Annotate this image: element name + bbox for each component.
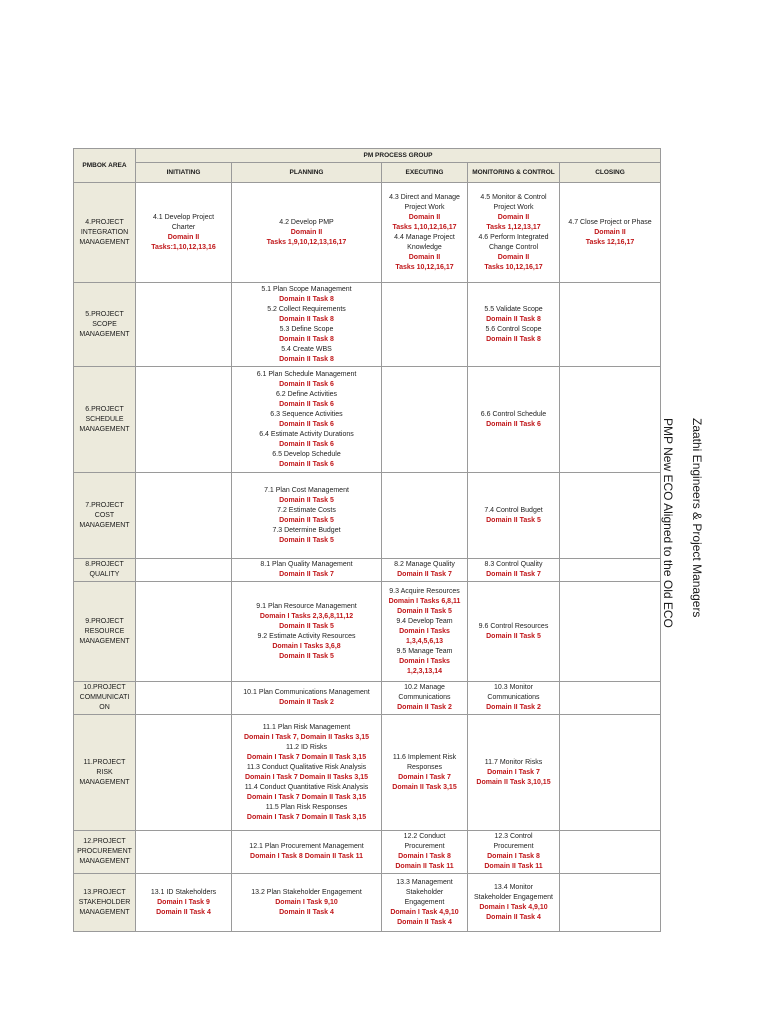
process-name-text: 11.7 Monitor Risks <box>484 758 543 766</box>
domain-task-text: Domain II Task 4 <box>397 918 452 926</box>
domain-task-text: 1,3,4,5,6,13 <box>406 637 443 645</box>
process-name-text: 5.3 Define Scope <box>279 325 334 333</box>
process-name-text: 12.1 Plan Procurement Management <box>249 843 364 850</box>
process-name-text: 4.2 Develop PMP <box>279 218 334 226</box>
process-name-text: 9.4 Develop Team <box>396 617 453 625</box>
domain-task-text: Domain II Task 6 <box>279 380 334 388</box>
pmbok-area-cell: 4.PROJECT INTEGRATION MANAGEMENT <box>74 183 136 283</box>
process-name-text: 5.6 Control Scope <box>485 325 542 333</box>
process-name-text: 13.3 Management <box>396 878 453 886</box>
column-header-monitoring-control: MONITORING & CONTROL <box>468 163 560 183</box>
process-cell-planning <box>232 582 382 682</box>
process-name-text: Project Work <box>493 203 534 211</box>
process-cell-monitoring-control <box>468 283 560 367</box>
domain-task-text: Domain II Task 4 <box>486 913 541 921</box>
column-header-executing: EXECUTING <box>382 163 468 183</box>
domain-task-text: Domain II Task 5 <box>279 652 334 660</box>
domain-task-text: Domain II <box>497 253 530 261</box>
pmbok-area-header: PMBOK AREA <box>74 149 136 183</box>
process-cell-monitoring-control <box>468 582 560 682</box>
process-name-text: 10.3 Monitor <box>494 684 533 691</box>
process-name-text: 4.3 Direct and Manage <box>389 193 460 201</box>
domain-task-text: Tasks 1,12,13,17 <box>486 223 541 231</box>
side-subtitle: PMP New ECO Aligned to the Old ECO <box>661 418 675 628</box>
table-row <box>74 682 661 715</box>
domain-task-text: Domain II Task 5 <box>279 622 334 630</box>
domain-task-text: Domain II Task 5 <box>486 516 541 524</box>
domain-task-text: Domain I Task 7, Domain II Tasks 3,15 <box>243 733 369 741</box>
domain-task-text: Tasks 10,12,16,17 <box>484 263 543 271</box>
process-group-header: PM PROCESS GROUP <box>136 149 661 163</box>
process-cell-closing <box>560 582 661 682</box>
pmbok-area-cell: 8.PROJECT QUALITY <box>74 559 136 582</box>
domain-task-text: Domain II Task 8 <box>279 295 334 303</box>
domain-task-text: Domain II Task 8 <box>486 315 541 323</box>
column-header-closing: CLOSING <box>560 163 661 183</box>
process-name-text: 9.6 Control Resources <box>478 622 549 630</box>
process-cell-initiating <box>136 559 232 582</box>
process-cell-executing <box>382 831 468 874</box>
pmbok-process-table <box>73 148 661 932</box>
process-name-text: 12.3 Control <box>494 833 533 840</box>
process-name-text: Knowledge <box>407 243 442 251</box>
domain-task-text: Domain I Tasks <box>399 657 450 665</box>
process-name-text: Stakeholder <box>405 888 444 896</box>
table-row <box>74 559 661 582</box>
process-name-text: 9.5 Manage Team <box>396 647 453 655</box>
process-cell-executing <box>382 874 468 932</box>
process-name-text: 5.4 Create WBS <box>281 345 332 353</box>
domain-task-text: Domain II Task 11 <box>484 863 543 870</box>
process-cell-initiating <box>136 367 232 473</box>
process-name-text: Procurement <box>493 843 534 850</box>
process-name-text: Project Work <box>404 203 445 211</box>
domain-task-text: Domain II Task 5 <box>279 496 334 504</box>
table-row <box>74 283 661 367</box>
table-row <box>74 874 661 932</box>
process-cell-closing <box>560 283 661 367</box>
process-cell-initiating <box>136 715 232 831</box>
domain-task-text: Domain I Task 7 Domain II Tasks 3,15 <box>244 773 369 781</box>
process-name-text: 5.5 Validate Scope <box>484 305 543 313</box>
domain-task-text: Domain I Task 7 <box>398 773 451 781</box>
side-title: Zaathi Engineers & Project Managers <box>690 418 704 618</box>
process-cell-monitoring-control <box>468 831 560 874</box>
domain-task-text: Domain II Task 5 <box>397 607 452 615</box>
domain-task-text: Domain II <box>408 253 441 261</box>
domain-task-text: Domain I Task 8 Domain II Task 11 <box>250 853 363 860</box>
process-cell-initiating <box>136 582 232 682</box>
table-row <box>74 715 661 831</box>
table-row <box>74 831 661 874</box>
process-cell-closing <box>560 473 661 559</box>
process-name-text: 7.4 Control Budget <box>484 506 543 514</box>
process-name-text: 10.2 Manage <box>404 684 445 691</box>
process-cell-initiating <box>136 831 232 874</box>
process-cell-initiating <box>136 473 232 559</box>
process-name-text: 4.7 Close Project or Phase <box>568 218 652 226</box>
domain-task-text: Tasks:1,10,12,13,16 <box>151 243 216 251</box>
domain-task-text: Domain II Task 7 <box>397 571 452 578</box>
process-name-text: Engagement <box>404 898 445 906</box>
process-cell-planning <box>232 183 382 283</box>
process-cell-monitoring-control <box>468 183 560 283</box>
domain-task-text: 1,2,3,13,14 <box>406 667 443 675</box>
domain-task-text: Tasks 12,16,17 <box>585 238 635 246</box>
domain-task-text: Domain II Task 3,10,15 <box>476 778 551 786</box>
domain-task-text: Domain I Task 7 Domain II Task 3,15 <box>246 793 367 801</box>
domain-task-text: Domain II Task 6 <box>279 460 334 468</box>
process-name-text: 9.1 Plan Resource Management <box>256 602 357 610</box>
process-name-text: 7.3 Determine Budget <box>272 526 341 534</box>
pmbok-area-cell: 13.PROJECT STAKEHOLDER MANAGEMENT <box>74 874 136 932</box>
pmbok-area-cell: 11.PROJECT RISK MANAGEMENT <box>74 715 136 831</box>
domain-task-text: Domain II <box>497 213 530 221</box>
process-cell-planning <box>232 473 382 559</box>
process-cell-monitoring-control <box>468 559 560 582</box>
process-cell-executing <box>382 367 468 473</box>
domain-task-text: Tasks 1,10,12,16,17 <box>392 223 457 231</box>
process-cell-monitoring-control <box>468 682 560 715</box>
process-name-text: 8.3 Control Quality <box>484 561 543 568</box>
domain-task-text: Domain I Tasks 6,8,11 <box>388 597 461 605</box>
process-cell-closing <box>560 183 661 283</box>
column-header-initiating: INITIATING <box>136 163 232 183</box>
process-cell-monitoring-control <box>468 874 560 932</box>
domain-task-text: Domain I Tasks 3,6,8 <box>272 642 341 650</box>
process-cell-initiating <box>136 682 232 715</box>
domain-task-text: Domain II Task 8 <box>279 335 334 343</box>
pmbok-area-cell: 9.PROJECT RESOURCE MANAGEMENT <box>74 582 136 682</box>
process-name-text: 11.6 Implement Risk <box>392 753 457 761</box>
process-name-text: 4.5 Monitor & Control <box>480 193 547 201</box>
domain-task-text: Domain II Task 8 <box>486 335 541 343</box>
process-name-text: 4.4 Manage Project <box>394 233 455 241</box>
process-cell-monitoring-control <box>468 367 560 473</box>
domain-task-text: Domain I Task 9 <box>157 898 210 906</box>
process-cell-initiating <box>136 183 232 283</box>
domain-task-text: Domain II Task 2 <box>486 704 541 711</box>
domain-task-text: Domain II Task 8 <box>279 355 334 363</box>
domain-task-text: Domain II Task 4 <box>156 908 211 916</box>
domain-task-text: Domain II <box>594 228 626 236</box>
process-cell-executing <box>382 715 468 831</box>
domain-task-text: Domain II Task 6 <box>279 440 334 448</box>
domain-task-text: Domain I Task 4,9,10 <box>479 903 548 911</box>
process-name-text: 7.1 Plan Cost Management <box>264 486 349 494</box>
process-name-text: 13.4 Monitor <box>494 883 533 891</box>
process-cell-closing <box>560 367 661 473</box>
process-name-text: 8.1 Plan Quality Management <box>260 561 353 568</box>
table-row <box>74 367 661 473</box>
process-name-text: Stakeholder Engagement <box>474 893 553 901</box>
process-name-text: 9.3 Acquire Resources <box>389 587 460 595</box>
process-cell-closing <box>560 715 661 831</box>
table-row <box>74 183 661 283</box>
domain-task-text: Domain II Task 6 <box>279 420 334 428</box>
process-name-text: 6.1 Plan Schedule Management <box>256 370 357 378</box>
process-name-text: 4.1 Develop Project <box>152 213 215 221</box>
process-cell-initiating <box>136 283 232 367</box>
domain-task-text: Domain I Task 8 <box>398 853 451 860</box>
table-row <box>74 582 661 682</box>
domain-task-text: Domain II Task 6 <box>279 400 334 408</box>
process-name-text: 11.4 Conduct Quantitative Risk Analysis <box>244 783 369 791</box>
table-row <box>74 473 661 559</box>
domain-task-text: Tasks 10,12,16,17 <box>395 263 454 271</box>
process-cell-closing <box>560 682 661 715</box>
domain-task-text: Domain II Task 2 <box>279 699 334 706</box>
process-name-text: 5.1 Plan Scope Management <box>261 285 352 293</box>
process-cell-executing <box>382 473 468 559</box>
process-name-text: 5.2 Collect Requirements <box>267 305 346 313</box>
process-cell-planning <box>232 682 382 715</box>
process-cell-planning <box>232 715 382 831</box>
pmbok-area-cell: 7.PROJECT COST MANAGEMENT <box>74 473 136 559</box>
process-cell-executing <box>382 682 468 715</box>
column-header-planning: PLANNING <box>232 163 382 183</box>
process-cell-executing <box>382 283 468 367</box>
process-cell-planning <box>232 283 382 367</box>
process-cell-executing <box>382 183 468 283</box>
process-name-text: 6.2 Define Activities <box>275 390 338 398</box>
domain-task-text: Domain II Task 7 <box>279 571 334 578</box>
process-name-text: Communications <box>398 694 451 701</box>
domain-task-text: Domain II Task 5 <box>279 536 334 544</box>
domain-task-text: Domain II Task 3,15 <box>392 783 457 791</box>
domain-task-text: Domain II Task 4 <box>279 908 334 916</box>
domain-task-text: Domain II Task 8 <box>279 315 334 323</box>
process-cell-planning <box>232 559 382 582</box>
process-name-text: Change Control <box>488 243 539 251</box>
process-name-text: 12.2 Conduct <box>403 833 446 840</box>
domain-task-text: Domain II Task 5 <box>486 632 541 640</box>
process-name-text: 6.5 Develop Schedule <box>272 450 341 458</box>
process-name-text: 6.4 Estimate Activity Durations <box>259 430 354 438</box>
domain-task-text: Domain I Tasks 2,3,6,8,11,12 <box>259 612 354 620</box>
process-name-text: 11.3 Conduct Qualitative Risk Analysis <box>246 763 367 771</box>
process-name-text: 6.6 Control Schedule <box>480 410 547 418</box>
process-cell-planning <box>232 831 382 874</box>
process-name-text: 9.2 Estimate Activity Resources <box>257 632 356 640</box>
process-cell-monitoring-control <box>468 715 560 831</box>
process-name-text: 10.1 Plan Communications Management <box>243 689 370 696</box>
domain-task-text: Domain II <box>290 228 323 236</box>
process-cell-executing <box>382 559 468 582</box>
process-cell-closing <box>560 874 661 932</box>
pmbok-area-cell: 12.PROJECT PROCUREMENT MANAGEMENT <box>74 831 136 874</box>
domain-task-text: Domain I Task 7 <box>487 768 540 776</box>
process-name-text: Charter <box>171 223 196 231</box>
process-name-text: 7.2 Estimate Costs <box>277 506 336 514</box>
process-name-text: Responses <box>406 763 443 771</box>
pmbok-area-cell: 6.PROJECT SCHEDULE MANAGEMENT <box>74 367 136 473</box>
domain-task-text: Tasks 1,9,10,12,13,16,17 <box>266 238 347 246</box>
pmbok-area-cell: 5.PROJECT SCOPE MANAGEMENT <box>74 283 136 367</box>
domain-task-text: Domain I Task 9,10 <box>275 898 338 906</box>
process-cell-executing <box>382 582 468 682</box>
process-name-text: 11.1 Plan Risk Management <box>262 723 351 731</box>
process-name-text: 11.2 ID Risks <box>285 743 328 751</box>
process-name-text: 13.2 Plan Stakeholder Engagement <box>251 888 362 896</box>
process-name-text: 6.3 Sequence Activities <box>270 410 343 418</box>
domain-task-text: Domain I Task 8 <box>487 853 540 860</box>
pmbok-area-cell: 10.PROJECT COMMUNICATI ON <box>74 682 136 715</box>
process-name-text: 13.1 ID Stakeholders <box>150 888 217 896</box>
domain-task-text: Domain II <box>408 213 441 221</box>
domain-task-text: Domain I Task 7 Domain II Task 3,15 <box>246 813 367 821</box>
domain-task-text: Domain I Task 7 Domain II Task 3,15 <box>246 753 367 761</box>
process-cell-monitoring-control <box>468 473 560 559</box>
process-name-text: 11.5 Plan Risk Responses <box>265 803 348 811</box>
process-cell-planning <box>232 367 382 473</box>
domain-task-text: Domain II Task 11 <box>395 863 454 870</box>
domain-task-text: Domain II Task 7 <box>486 571 541 578</box>
process-cell-closing <box>560 831 661 874</box>
process-name-text: 8.2 Manage Quality <box>394 561 455 568</box>
process-cell-planning <box>232 874 382 932</box>
table-body <box>74 183 661 932</box>
domain-task-text: Domain II Task 6 <box>486 420 541 428</box>
domain-task-text: Domain II Task 2 <box>397 704 452 711</box>
process-cell-closing <box>560 559 661 582</box>
domain-task-text: Domain I Tasks <box>399 627 450 635</box>
domain-task-text: Domain II Task 5 <box>279 516 334 524</box>
process-cell-initiating <box>136 874 232 932</box>
domain-task-text: Domain II <box>167 233 200 241</box>
process-name-text: 4.6 Perform Integrated <box>478 233 549 241</box>
process-name-text: Communications <box>487 694 540 701</box>
domain-task-text: Domain I Task 4,9,10 <box>390 908 459 916</box>
process-name-text: Procurement <box>404 843 445 850</box>
